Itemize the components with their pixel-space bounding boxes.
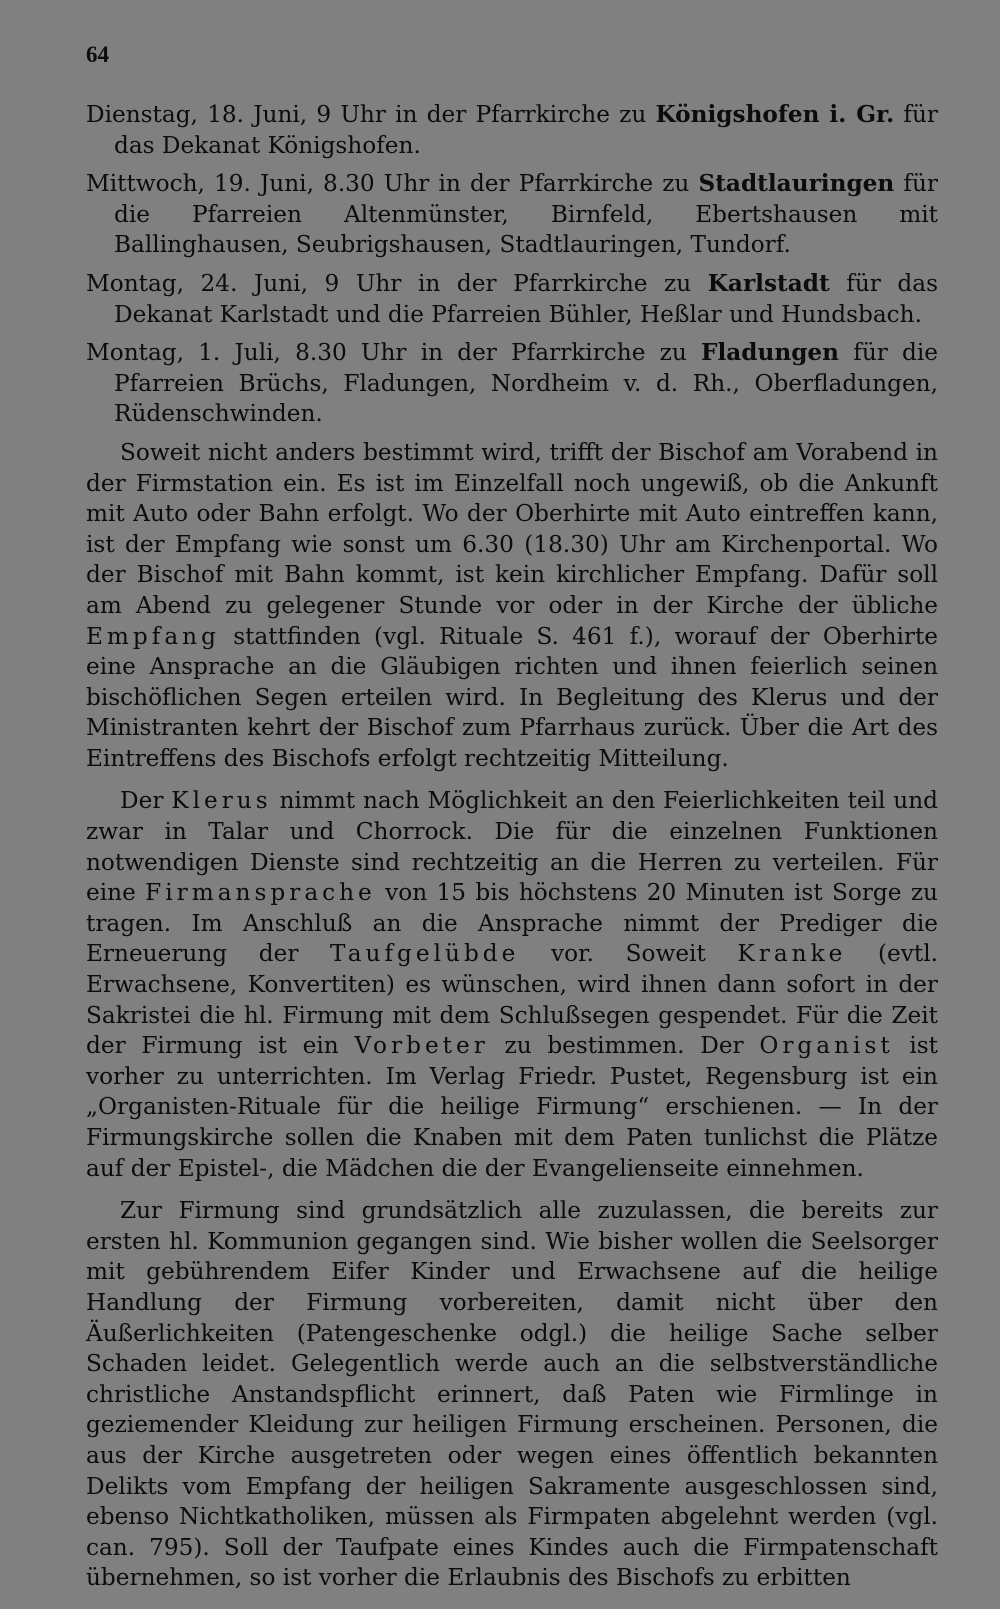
entry-date: Dienstag, 18. Juni, 9 Uhr — [86, 101, 386, 128]
entry-date: Mittwoch, 19. Juni, 8.30 Uhr — [86, 170, 430, 198]
spaced-term: Klerus — [171, 787, 272, 815]
entry-place: Stadtlauringen — [698, 170, 895, 198]
spaced-term: Empfang — [86, 622, 220, 650]
entry-place: Fladungen — [700, 339, 840, 367]
paragraph-text: (evtl. Erwachsene, Konvertiten) es wünschen, wird ihnen dann sofort in der Sakristei die hl. Firmung mit dem Schlußsegen gespendet. Für die Zeit der Firmung ist ein — [86, 940, 938, 1060]
paragraph-text: ist vorher zu unterrichten. Im Verlag Friedr. Pustet, Regensburg ist ein „Organisten-Rituale für die heilige Firmung“ erschienen. — In der Firmungskirche sollen die Knaben mit dem Paten tunlichst die Plätze auf der Epistel-, die Mädchen die der Evangelienseite einnehmen. — [86, 1032, 939, 1182]
entry-text: für das Dekanat Königshofen. — [114, 101, 938, 159]
paragraph-text: stattfinden (vgl. Rituale S. 461 f.), worauf der Oberhirte eine Ansprache an die Gläubigen richten und ihnen feierlich seinen bischöflichen Segen erteilen wird. In Begleitung des Klerus und der Ministranten kehrt der Bischof zum Pfarrhaus zurück. Über die Art des Eintreffens des Bischofs erfolgt rechtzeitig Mitteilung. — [86, 622, 938, 772]
entry-date: Montag, 24. Juni, 9 Uhr — [86, 269, 402, 297]
paragraph-admission — [86, 1196, 938, 1594]
entry-text: für die Pfarreien Brüchs, Fladungen, Nordheim v. d. Rh., Oberfladungen, Rüdenschwinden. — [114, 339, 939, 428]
entry-text: in der Pfarrkirche zu — [406, 339, 701, 367]
page-number: 64 — [86, 42, 109, 67]
spaced-term: Taufgelübde — [330, 940, 520, 968]
spaced-term: Organist — [759, 1032, 894, 1060]
entry-date: Montag, 1. Juli, 8.30 Uhr — [86, 339, 407, 367]
entry-place: Karlstadt — [707, 269, 830, 297]
spaced-term: Vorbeter — [354, 1032, 489, 1060]
paragraph-text: nimmt nach Möglichkeit an den Feierlichkeiten teil und zwar in Talar und Chorrock. Die für die einzelnen Funktionen notwendigen Dienste sind rechtzeitig an die Herren zu verteilen. Für eine — [86, 787, 938, 907]
spaced-term: Firmansprache — [145, 879, 376, 907]
entry-text: in der Pfarrkirche zu — [401, 269, 708, 297]
schedule-entry — [86, 338, 938, 430]
entry-text: für die Pfarreien Altenmünster, Birnfeld, Ebertshausen mit Ballinghausen, Seubrigshausen, Stadtlauringen, Tundorf. — [114, 170, 938, 259]
entry-text: in der Pfarrkirche zu — [385, 101, 656, 128]
entry-text: für das Dekanat Karlstadt und die Pfarreien Bühler, Heßlar und Hundsbach. — [114, 269, 938, 328]
paragraph-text: von 15 bis höchstens 20 Minuten ist Sorge zu tragen. Im Anschluß an die Ansprache nimmt der Prediger die Erneuerung der — [86, 879, 938, 968]
paragraph-text: Der — [120, 787, 172, 815]
paragraph-text: Soweit nicht anders bestimmt wird, trifft der Bischof am Vorabend in der Firmstation ein. Es ist im Einzelfall noch ungewiß, ob die Ankunft mit Auto oder Bahn erfolgt. Wo der Oberhirte mit Auto eintreffen kann, ist der Empfang wie sonst um 6.30 (18.30) Uhr am Kirchenportal. Wo der Bischof mit Bahn kommt, ist kein kirchlicher Empfang. Dafür soll am Abend zu gelegener Stunde vor oder in der Kirche der übliche — [86, 438, 938, 619]
paragraph-text: vor. Soweit — [519, 940, 738, 968]
schedule-entry — [86, 100, 938, 161]
paragraph-text: Zur Firmung sind grundsätzlich alle zuzulassen, die bereits zur ersten hl. Kommunion gegangen sind. Wie bisher wollen die Seelsorger mit gebührendem Eifer Kinder und Erwachsene auf die heilige Handlung der Firmung vorbereiten, damit nicht über den Äußerlichkeiten (Patengeschenke odgl.) die heilige Sache selber Schaden leidet. Gelegentlich werde auch an die selbstverständliche christliche Anstandspflicht erinnert, daß Paten wie Firmlinge in geziemender Kleidung zur heiligen Firmung erscheinen. Personen, die aus der Kirche ausgetreten oder wegen eines öffentlich bekannten Delikts vom Empfang der heiligen Sakramente ausgeschlossen sind, ebenso Nichtkatholiken, müssen als Firmpaten abgelehnt werden (vgl. can. 795). Soll der Taufpate eines Kindes auch die Firmpatenschaft übernehmen, so ist vorher die Erlaubnis des Bischofs zu erbitten — [86, 1197, 938, 1592]
schedule-entry — [86, 169, 938, 261]
body-text — [86, 100, 938, 1606]
schedule-entry — [86, 269, 938, 330]
paragraph-arrival — [86, 438, 938, 775]
entry-text: in der Pfarrkirche zu — [429, 170, 699, 198]
paragraph-clergy — [86, 786, 938, 1184]
entry-place: Königshofen i. Gr. — [655, 101, 895, 128]
spaced-term: Kranke — [737, 940, 847, 968]
paragraph-text: zu bestimmen. Der — [488, 1032, 760, 1060]
